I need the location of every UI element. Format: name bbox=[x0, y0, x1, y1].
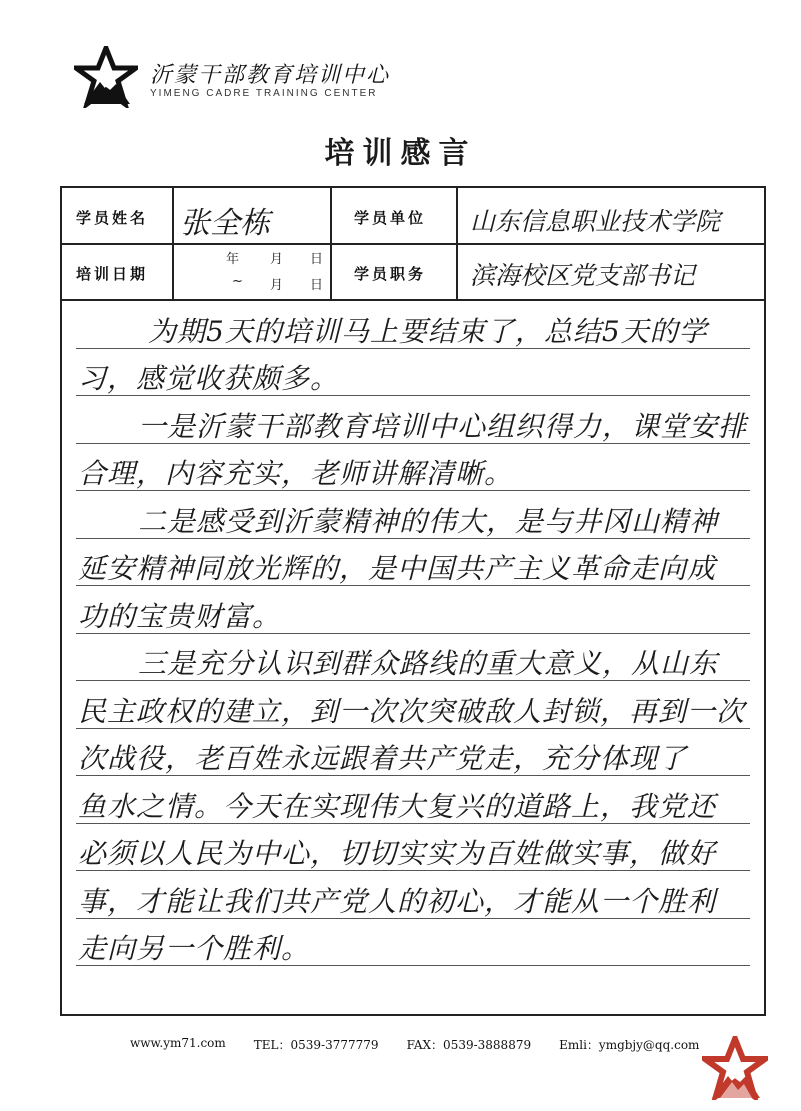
ruled-line bbox=[76, 680, 750, 681]
body-line: 合理，内容充实，老师讲解清晰。 bbox=[78, 457, 514, 490]
ruled-line bbox=[76, 728, 750, 729]
footer-email: Emli：ymgbjy@qq.com bbox=[559, 1038, 700, 1052]
footer-contact bbox=[130, 1036, 699, 1053]
date-label: 培训日期 bbox=[76, 265, 149, 283]
date-month: 月 bbox=[270, 252, 284, 267]
body-line: 民主政权的建立，到一次次突破敌人封锁，再到一次 bbox=[78, 694, 746, 728]
body-line: 为期5天的培训马上要结束了，总结5天的学 bbox=[148, 314, 708, 348]
date-year: 年 bbox=[226, 252, 240, 267]
date-day: 日 bbox=[310, 252, 324, 267]
body-line: 次战役，老百姓永远跟着共产党走，充分体现了 bbox=[78, 742, 688, 775]
ruled-line bbox=[76, 965, 750, 966]
footer-tel: TEL：0539-3777779 bbox=[253, 1038, 379, 1052]
position-label: 学员职务 bbox=[354, 265, 427, 283]
date-day-end: 日 bbox=[310, 278, 324, 293]
body-line: 鱼水之情。今天在实现伟大复兴的道路上，我党还 bbox=[78, 789, 717, 823]
ruled-line bbox=[76, 538, 750, 539]
body-line: 三是充分认识到群众路线的重大意义，从山东 bbox=[138, 647, 719, 680]
col-divider bbox=[330, 188, 332, 300]
body-line: 一是沂蒙干部教育培训中心组织得力，课堂安排 bbox=[138, 409, 748, 443]
ruled-line bbox=[76, 585, 750, 586]
body-line: 习，感觉收获颇多。 bbox=[78, 362, 340, 395]
body-line: 延安精神同放光辉的，是中国共产主义革命走向成 bbox=[78, 552, 717, 585]
org-name-cn: 沂蒙干部教育培训中心 bbox=[150, 63, 391, 88]
ruled-line bbox=[76, 395, 750, 396]
ruled-line bbox=[76, 443, 750, 444]
ruled-line bbox=[76, 918, 750, 919]
ruled-line bbox=[76, 775, 750, 776]
ruled-line bbox=[76, 823, 750, 824]
body-line: 二是感受到沂蒙精神的伟大，是与井冈山精神 bbox=[138, 504, 719, 538]
body-line: 事，才能让我们共产党人的初心，才能从一个胜利 bbox=[78, 884, 717, 918]
name-value: 张全栋 bbox=[180, 206, 270, 241]
reflection-form bbox=[60, 186, 766, 1016]
position-value: 滨海校区党支部书记 bbox=[470, 261, 696, 290]
ruled-line bbox=[76, 490, 750, 491]
footer-fax: FAX：0539-3888879 bbox=[406, 1038, 532, 1052]
footer-website: www.ym71.com bbox=[130, 1036, 226, 1050]
document-title: 培训感言 bbox=[324, 136, 477, 171]
row-divider bbox=[62, 299, 764, 301]
body-line: 走向另一个胜利。 bbox=[78, 932, 311, 965]
ruled-line bbox=[76, 633, 750, 634]
row-divider bbox=[62, 243, 764, 245]
name-label: 学员姓名 bbox=[76, 209, 149, 227]
training-date bbox=[174, 244, 329, 300]
body-line: 功的宝贵财富。 bbox=[78, 599, 282, 633]
unit-label: 学员单位 bbox=[354, 209, 427, 227]
unit-value: 山东信息职业技术学院 bbox=[470, 207, 721, 236]
date-tilde: ~ bbox=[232, 274, 243, 289]
col-divider bbox=[456, 188, 458, 300]
date-month-end: 月 bbox=[270, 278, 284, 293]
star-mountain-icon bbox=[74, 46, 138, 108]
corner-star-logo-icon bbox=[702, 1036, 768, 1100]
body-line: 必须以人民为中心，切切实实为百姓做实事，做好 bbox=[78, 837, 717, 870]
ruled-line bbox=[76, 870, 750, 871]
ruled-line bbox=[76, 348, 750, 349]
org-name-en: YIMENG CADRE TRAINING CENTER bbox=[150, 88, 378, 99]
